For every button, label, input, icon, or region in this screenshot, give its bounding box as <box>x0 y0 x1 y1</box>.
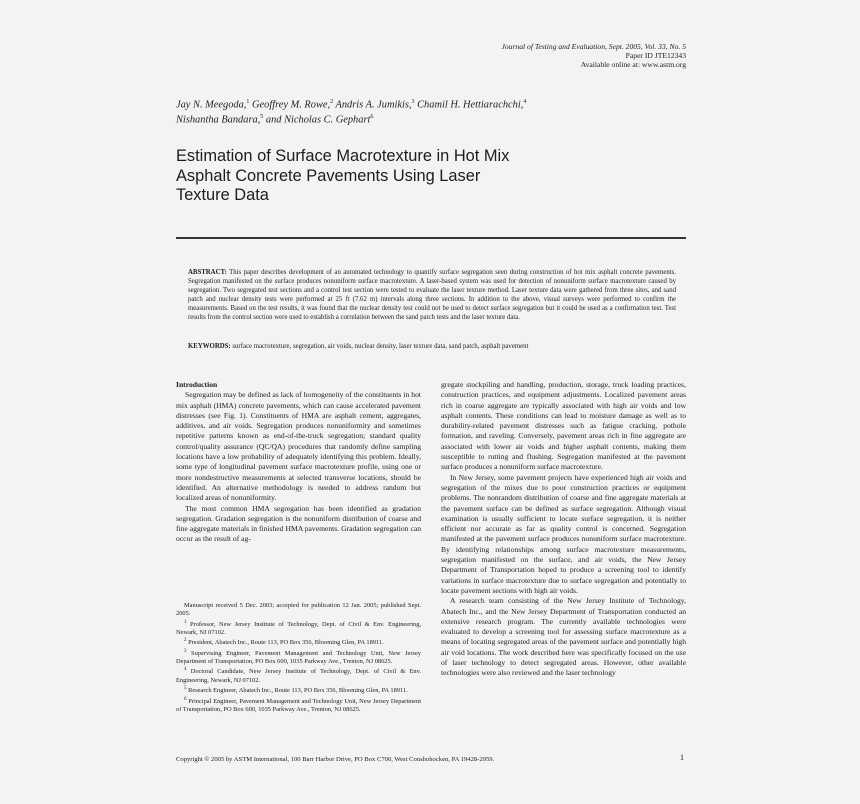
author-name: Nishantha Bandara, <box>176 114 261 126</box>
footnote <box>176 685 421 695</box>
availability-line: Available online at: www.astm.org <box>580 60 686 69</box>
abstract <box>188 268 676 323</box>
page-number: 1 <box>680 753 684 762</box>
left-column <box>176 380 421 545</box>
author-name: Chamil H. Hettiarachchi, <box>414 99 524 111</box>
footnote-text: Professor, New Jersey Institute of Technology, Dept. of Civil & Env. Engineering, Newark, NJ 07102. <box>176 620 421 637</box>
abstract-label: ABSTRACT: <box>188 269 227 276</box>
received-note: Manuscript received 5 Dec. 2003; accepted for publication 12 Jan. 2005; published Sept. 2005. <box>176 602 421 618</box>
title-line: Texture Data <box>176 186 269 204</box>
body-paragraph: Segregation may be defined as lack of homogeneity of the constituents in hot mix asphalt (HMA) concrete pavements, which can cause accelerated pavement distresses (see Fig. 1). Constituents of HMA are asphalt cement, aggregates, additives, and air voids. Segregation produces nonuniformity and sometimes repetitive patterns known as end-of-the-truck segregation; standard quality control/quality assurance (QC/QA) procedures that randomly define sampling locations have a low probability of adequately identifying this problem. Ideally, some type of longitudinal pavement surface macrotexture profile, using one or more nondestructive measurements at selected transverse locations, should be identified. An alternative methodology is needed to address random but localized areas of nonuniformity. <box>176 390 421 503</box>
author-affiliation-mark: 6 <box>370 114 374 121</box>
author-affiliation-mark: 4 <box>523 99 527 105</box>
title-line: Asphalt Concrete Pavements Using Laser <box>176 166 481 185</box>
footnotes <box>176 602 421 714</box>
journal-citation: Journal of Testing and Evaluation, Sept. 2005, Vol. 33, No. 5 <box>501 42 686 51</box>
body-paragraph: gregate stockpiling and handling, production, storage, truck loading practices, construction practices, and equipment adjustments. Localized pavement areas rich in coarse aggregate are typically associated with high air voids and low asphalt contents. These conditions can lead to moisture damage as well as to durability-related pavement distresses such as fatigue cracking, pothole formation, and raveling. Conversely, pavement areas rich in fine aggregate are associated with lower air voids and higher asphalt contents, making them susceptible to rutting and flushing. Segregation manifested at the pavement surface produces a nonuniform surface macrotexture. <box>441 380 686 472</box>
body-paragraph: In New Jersey, some pavement projects have experienced high air voids and segregation of the mixes due to poor construction practices or equipment problems. The nonrandom distribution of coarse and fine aggregate materials at the pavement surface can be defined as surface segregation. Although visual examination is usually sufficient to locate surface segregation, it is neither efficient nor accurate as far as quality control is concerned. Segregation manifested at the pavement surface produces nonuniform surface macrotexture. By identifying relationships among surface macrotexture measurements, segregation manifested on the surface, and air voids, the New Jersey Department of Transportation hoped to produce a screening tool to identify variations in surface macrotexture due to surface segregation and potentially to locate pavement sections with high air voids. <box>441 472 686 595</box>
footnote-mark: 3 <box>184 648 187 654</box>
author-affiliation-mark: 1 <box>246 99 250 105</box>
title-line: Estimation of Surface Macrotexture in Hot Mix <box>176 147 510 165</box>
author-affiliation-mark: 3 <box>411 99 415 105</box>
keywords <box>188 342 676 351</box>
footnote-text: Research Engineer, Abatech Inc., Route 113, PO Box 356, Blooming Glen, PA 18911. <box>186 687 408 695</box>
footnote <box>176 637 421 647</box>
footnote-mark: 6 <box>184 696 187 702</box>
footnote <box>176 648 421 667</box>
footnote-text: Principal Engineer, Pavement Management and Technology Unit, New Jersey Department of Transportation, PO Box 600, 1035 Parkway Ave., Trenton, NJ 08625. <box>176 697 421 714</box>
keywords-label: KEYWORDS: <box>188 343 231 350</box>
footnote-mark: 5 <box>184 686 187 692</box>
body-paragraph: The most common HMA segregation has been identified as gradation segregation. Gradation segregation is the nonuniform distribution of coarse and fine aggregate materials in finished HMA pavements. Gradation segregation can occur as the result of ag- <box>176 503 421 544</box>
footnote-mark: 2 <box>184 638 187 644</box>
copyright-line: Copyright © 2005 by ASTM International, 100 Barr Harbor Drive, PO Box C700, West Conshohocken, PA 19428-2959. <box>176 756 495 763</box>
paper-id: Paper ID JTE12343 <box>625 51 686 60</box>
right-column <box>441 380 686 679</box>
author-name: and Nicholas C. Gephart <box>263 114 371 126</box>
journal-header <box>502 42 687 69</box>
footnote-text: Supervising Engineer, Pavement Management and Technology Unit, New Jersey Department of Transportation, PO Box 600, 1035 Parkway Ave., Trenton, NJ 08625. <box>176 649 421 666</box>
author-name: Geoffrey M. Rowe, <box>249 99 331 111</box>
footnote <box>176 666 421 685</box>
title-divider <box>176 237 686 239</box>
footnote-mark: 4 <box>184 667 187 673</box>
footnote-mark: 1 <box>184 619 187 625</box>
paper-title <box>176 147 696 206</box>
body-paragraph: A research team consisting of the New Jersey Institute of Technology, Abatech Inc., and the New Jersey Department of Transportation conducted an extensive research program. The currently available technologies were evaluated to develop a screening tool for assessing surface macrotexture as a means of locating segregated areas of the pavement surface and potentially high air void locations. The work described here was specifically focused on the use of laser technology to detect segregated areas. However, other available technologies were also reviewed and the laser technology <box>441 596 686 678</box>
author-list <box>176 96 696 127</box>
abstract-text: This paper describes development of an automated technology to quantify surface segregation seen during construction of hot mix asphalt concrete pavements. Segregation manifested on the surface produces nonuniform surface macrotexture. A laser-based system was used for detection of nonuniform surface macrotexture caused by segregation. Two segregated test sections and a control test section were tested to evaluate the laser texture method. Laser texture data were gathered from three sites, and sand patch and nuclear density tests were performed at 25 ft (7.62 m) intervals along three sections. In addition to the above, visual surveys were performed to confirm the measurements. Based on the test results, it was found that the nuclear density test could not be used to detect surface segregation but it could be used as a confirmation test. Test results from the control section were used to establish a correlation between the sand patch tests and the laser texture data. <box>188 269 676 322</box>
author-affiliation-mark: 5 <box>260 114 264 121</box>
footnote <box>176 619 421 638</box>
section-heading: Introduction <box>176 380 218 389</box>
author-name: Jay N. Meegoda, <box>176 99 247 111</box>
keywords-text: surface macrotexture, segregation, air voids, nuclear density, laser texture data, sand patch, asphalt pavement <box>230 343 529 350</box>
author-affiliation-mark: 2 <box>330 99 334 105</box>
footnote-text: Doctoral Candidate, New Jersey Institute of Technology, Dept. of Civil & Env. Engineering, Newark, NJ 07102. <box>176 668 421 684</box>
footnote-text: President, Abatech Inc., Route 113, PO Box 356, Blooming Glen, PA 18911. <box>186 639 384 647</box>
footnote <box>176 696 421 715</box>
author-name: Andris A. Jumikis, <box>333 99 412 111</box>
